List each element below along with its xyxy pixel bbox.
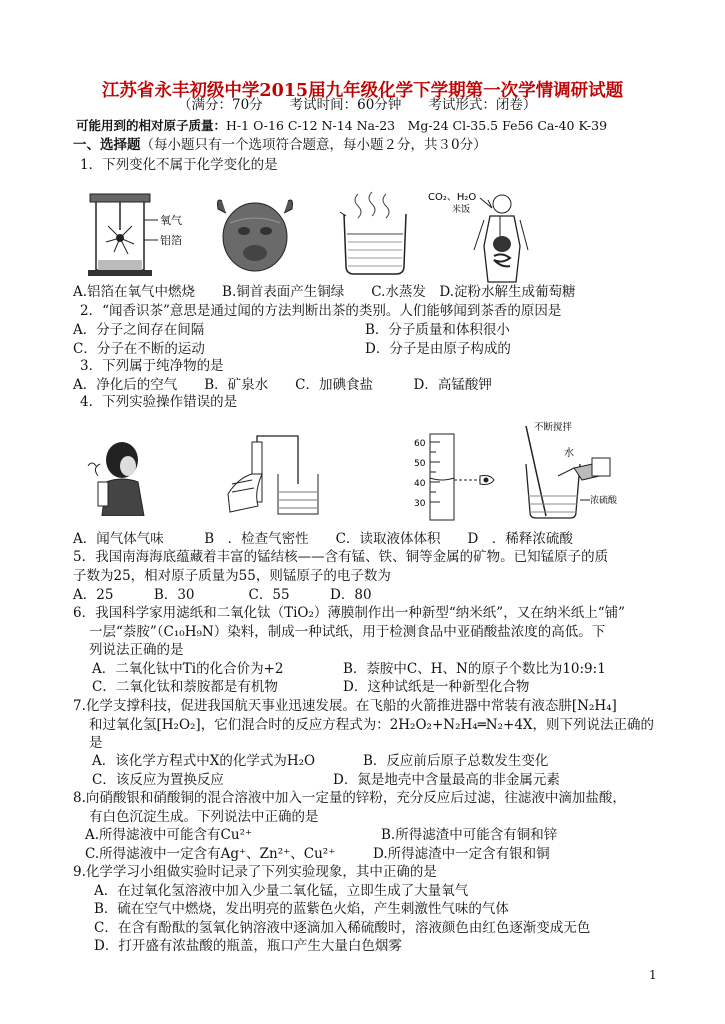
exam-subtitle: （满分：70分 考试时间：60分钟 考试形式：闭卷）: [178, 97, 537, 113]
atomic-mass-values: H-1 O-16 C-12 N-14 Na-23 Mg-24 Cl-35.5 Fe56 Ca-40 K-39: [226, 118, 608, 133]
q7-line2: 和过氧化氢[H₂O₂]，它们混合时的反应方程式为：2H₂O₂+N₂H₄═N₂+4X，则下列说法正确的: [89, 717, 655, 733]
q6-option-a: A．二氧化钛中Ti的化合价为+2: [92, 661, 284, 677]
tick-30: 30: [414, 499, 426, 509]
fig-label-water: 水: [564, 448, 574, 459]
q4-figure-d-diluting-acid: [508, 420, 618, 526]
q2-stem: 2．“闻香识茶”意思是通过闻的方法判断出茶的类别。人们能够闻到茶香的原因是: [80, 303, 562, 319]
page-number: 1: [649, 968, 657, 982]
q4-figure-c-read-volume: [402, 432, 502, 522]
q6-line2: 一层“萘胺”（C₁₀H₉N）染料，制成一种试纸，用于检测食品中亚硝酸盐浓度的高低。下: [89, 624, 606, 640]
q3-stem: 3．下列属于纯净物的是: [80, 358, 224, 374]
fig-label-foil: 铝箔: [160, 234, 182, 247]
fig-label-rice: 米饭: [452, 205, 471, 215]
q7-option-c: C．该反应为置换反应: [92, 772, 224, 788]
q7-line3: 是: [89, 735, 103, 751]
fig-label-oxygen: 氧气: [160, 214, 182, 227]
q7-option-a: A．该化学方程式中X的化学式为H₂O: [92, 753, 316, 769]
atomic-mass-line: [76, 117, 607, 135]
fig-label-co2-h2o: CO₂、H₂O: [428, 192, 477, 203]
q5-line1: 5．我国南海海底蕴藏着丰富的锰结核——含有锰、铁、铜等金属的矿物。已知锰原子的质: [73, 549, 609, 565]
section-title: 一、选择题: [73, 137, 141, 153]
q5-line2: 子数为25，相对原子质量为55，则锰原子的电子数为: [73, 568, 391, 584]
q8-line1: 8.向硝酸银和硝酸铜的混合溶液中加入一定量的锌粉，充分反应后过滤，往滤液中滴加盐酸，: [73, 790, 626, 806]
q1-figure-c-water-evaporating: [336, 190, 416, 280]
q2-option-b: B．分子质量和体积很小: [365, 322, 510, 338]
q4-options: A．闻气体气味 B ．检查气密性 C．读取液体体积 D ．稀释浓硫酸: [73, 531, 573, 547]
q8-line2: 有白色沉淀生成。下列说法中正确的是: [89, 809, 319, 825]
q7-line1: 7.化学支撑科技，促进我国航天事业迅速发展。在飞船的火箭推进器中常装有液态肼[N₂H₄]: [73, 698, 617, 714]
q8-option-d: D.所得滤渣中一定含有银和铜: [373, 846, 550, 862]
q9-option-a: A．在过氧化氢溶液中加入少量二氧化锰，立即生成了大量氧气: [94, 883, 469, 899]
q4-stem: 4．下列实验操作错误的是: [80, 394, 238, 410]
atomic-mass-label: 可能用到的相对原子质量：: [76, 118, 227, 133]
q2-option-d: D．分子是由原子构成的: [365, 341, 511, 357]
tick-50: 50: [414, 459, 426, 469]
exam-title: 江苏省永丰初级中学2015届九年级化学下学期第一次学情调研试题: [101, 81, 624, 101]
q1-options: A.铝箔在氧气中燃烧 B.铜首表面产生铜绿 C.水蒸发 D.淀粉水解生成葡萄糖: [73, 284, 576, 300]
q1-stem: 1．下列变化不属于化学变化的是: [80, 157, 278, 173]
q7-option-d: D．氮是地壳中含量最高的非金属元素: [333, 772, 560, 788]
q7-option-b: B．反应前后原子总数发生变化: [363, 753, 549, 769]
q6-line1: 6．我国科学家用滤纸和二氧化钛（TiO₂）薄膜制作出一种新型“纳米纸”，又在纳米纸上“铺”: [73, 605, 625, 621]
q6-line3: 列说法正确的是: [89, 642, 184, 658]
q9-option-c: C．在含有酚酞的氢氧化钠溶液中逐滴加入稀硫酸时，溶液颜色由红色逐渐变成无色: [94, 920, 591, 936]
tick-40: 40: [414, 479, 426, 489]
q6-option-c: C．二氧化钛和萘胺都是有机物: [92, 679, 278, 695]
tick-60: 60: [414, 439, 426, 449]
q4-figure-b-airtightness-check: [218, 434, 322, 520]
q8-option-c: C.所得滤液中一定含有Ag⁺、Zn²⁺、Cu²⁺: [85, 846, 336, 862]
q8-option-a: A.所得滤液中可能含有Cu²⁺: [85, 827, 253, 843]
q9-option-b: B．硫在空气中燃烧，发出明亮的蓝紫色火焰，产生刺激性气味的气体: [94, 901, 509, 917]
q6-option-d: D．这种试纸是一种新型化合物: [343, 679, 530, 695]
q1-figure-a-aluminum-foil-burning: [78, 190, 196, 282]
fig-label-stir: 不断搅拌: [534, 422, 573, 433]
q2-option-a: A．分子之间存在间隔: [73, 322, 205, 338]
q1-figure-b-bronze-head: [214, 195, 296, 275]
q8-option-b: B.所得滤渣中可能含有铜和锌: [381, 827, 558, 843]
q2-option-c: C．分子在不断的运动: [73, 341, 205, 357]
section-note: （每小题只有一个选项符合题意，每小题２分，共３0分）: [140, 137, 487, 153]
section-heading: [73, 136, 487, 154]
q9-option-d: D．打开盛有浓盐酸的瓶盖，瓶口产生大量白色烟雾: [94, 938, 402, 954]
q4-figure-a-smelling-gas: [84, 436, 158, 516]
q5-options: A．25 B．30 C．55 D．80: [73, 587, 372, 603]
q6-option-b: B．萘胺中C、H、N的原子个数比为10:9:1: [343, 661, 606, 677]
fig-label-acid: 浓硫酸: [590, 496, 618, 506]
q3-options: A．净化后的空气 B．矿泉水 C．加碘食盐 D．高锰酸钾: [73, 377, 492, 393]
q9-stem: 9.化学学习小组做实验时记录了下列实验现象，其中正确的是: [73, 864, 437, 880]
q1-figure-d-human-digestion: [428, 186, 532, 284]
